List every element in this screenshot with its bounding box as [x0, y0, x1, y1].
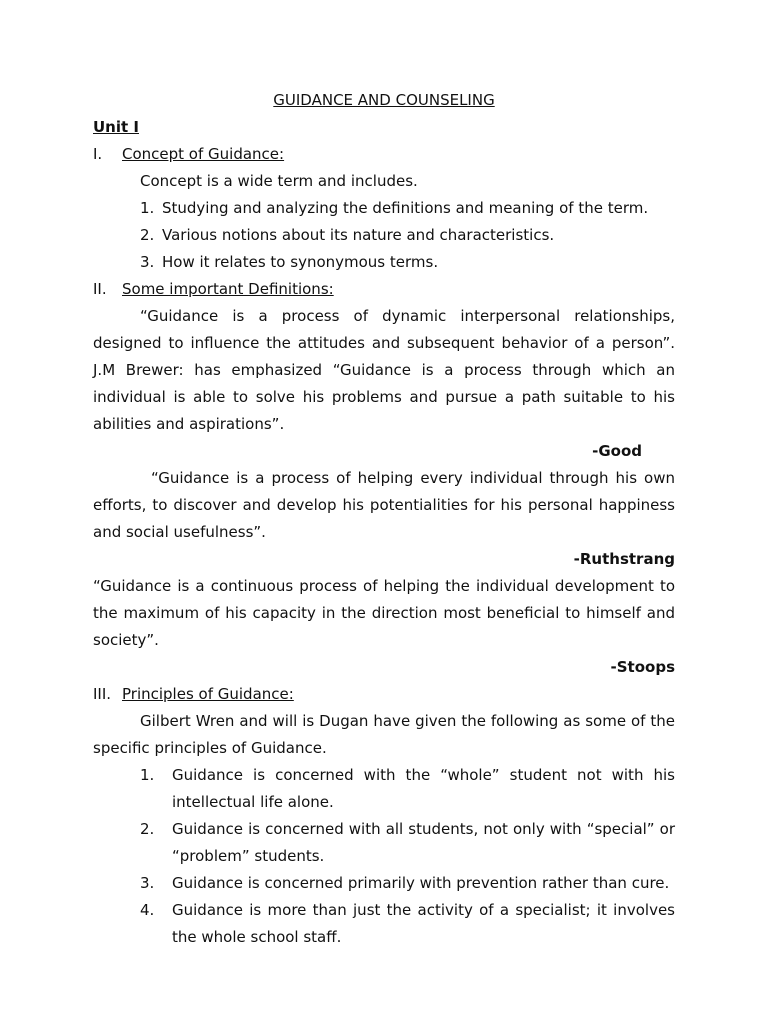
- list-item: [140, 249, 675, 276]
- list-number: 1.: [140, 199, 155, 217]
- section-number: II.: [93, 280, 107, 298]
- definition-attribution: -Stoops: [610, 658, 675, 676]
- list-number: 2.: [140, 226, 155, 244]
- list-number: 3.: [140, 874, 155, 892]
- section-heading-principles: [93, 681, 675, 708]
- list-item: [140, 897, 675, 951]
- section-number: I.: [93, 145, 103, 163]
- list-text: Guidance is more than just the activity of a specialist; it involves the whole school staff.: [172, 901, 675, 946]
- list-text: Guidance is concerned with all students, not only with “special” or “problem” students.: [172, 820, 675, 865]
- document-title: GUIDANCE AND COUNSELING: [273, 91, 495, 109]
- document-page: [93, 87, 675, 951]
- definition-paragraph: “Guidance is a process of dynamic interpersonal relationships, designed to influence the attitudes and subsequent behavior of a person”. J.M Brewer: has emphasized “Guidance is a process through which an individual is able to solve his problems and pursue a path suitable to his abilities and aspirations”.: [93, 307, 675, 433]
- definition-paragraph: “Guidance is a process of helping every individual through his own efforts, to discover and develop his potentialities for his personal happiness and social usefulness”.: [93, 469, 675, 541]
- list-item: [140, 870, 675, 897]
- list-text: Guidance is concerned with the “whole” student not with his intellectual life alone.: [172, 766, 675, 811]
- list-text: Various notions about its nature and characteristics.: [162, 226, 555, 244]
- definition-attribution: -Ruthstrang: [573, 550, 675, 568]
- list-number: 4.: [140, 901, 155, 919]
- list-item: [140, 195, 675, 222]
- principles-intro: Gilbert Wren and will is Dugan have given the following as some of the specific principles of Guidance.: [93, 712, 675, 757]
- section-title: Principles of Guidance:: [122, 685, 294, 703]
- definition-paragraph: “Guidance is a continuous process of helping the individual development to the maximum of his capacity in the direction most beneficial to himself and society”.: [93, 577, 675, 649]
- list-item: [140, 816, 675, 870]
- list-text: How it relates to synonymous terms.: [162, 253, 439, 271]
- list-number: 2.: [140, 820, 155, 838]
- list-item: [140, 222, 675, 249]
- list-number: 3.: [140, 253, 155, 271]
- list-text: Studying and analyzing the definitions and meaning of the term.: [162, 199, 649, 217]
- section-number: III.: [93, 685, 112, 703]
- section-heading-definitions: [93, 276, 675, 303]
- list-item: [140, 762, 675, 816]
- list-text: Guidance is concerned primarily with prevention rather than cure.: [172, 874, 670, 892]
- list-number: 1.: [140, 766, 155, 784]
- unit-heading: Unit I: [93, 118, 139, 136]
- definition-attribution: -Good: [592, 442, 642, 460]
- section-heading-concept: [93, 141, 675, 168]
- concept-list: [93, 195, 675, 276]
- section-title: Concept of Guidance:: [122, 145, 285, 163]
- principles-list: [93, 762, 675, 951]
- section-title: Some important Definitions:: [122, 280, 334, 298]
- concept-intro: Concept is a wide term and includes.: [140, 172, 418, 190]
